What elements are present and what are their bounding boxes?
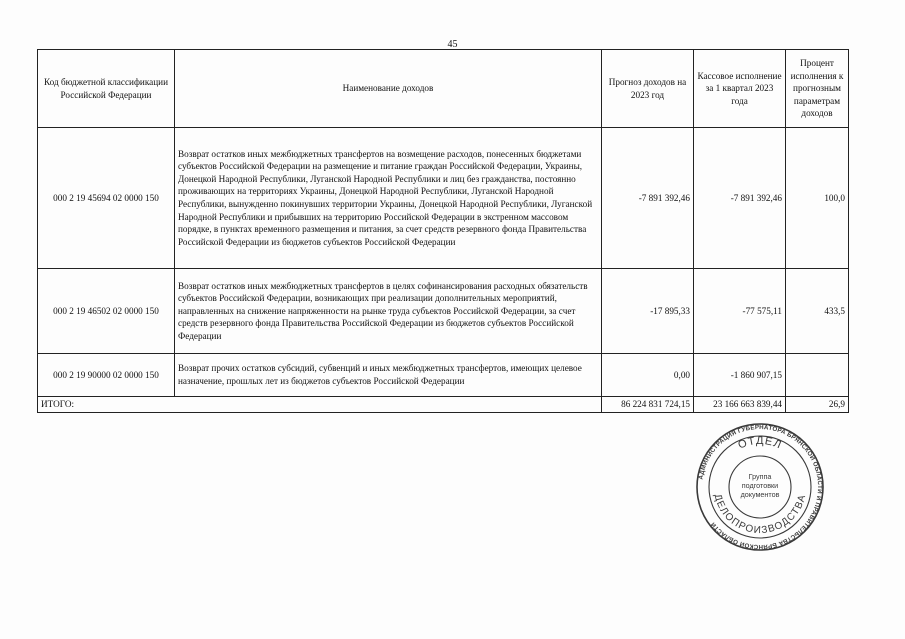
- table-row: [38, 354, 849, 397]
- header-code: Код бюджетной классификации Российской Федерации: [38, 50, 175, 128]
- revenue-table: [37, 49, 849, 413]
- stamp-center: [741, 472, 780, 499]
- cell-percent: 433,5: [786, 269, 849, 354]
- table-row: [38, 269, 849, 354]
- stamp-outer-text: АДМИНИСТРАЦИЯ ГУБЕРНАТОРА БРЯНСКОЙ ОБЛАСТИ И ПРАВИТЕЛЬСТВА БРЯНСКОЙ ОБЛАСТИ: [697, 423, 824, 551]
- cell-code: 000 2 19 46502 02 0000 150: [38, 269, 175, 354]
- cell-cash: -1 860 907,15: [694, 354, 786, 397]
- table-header-row: [38, 50, 849, 128]
- cell-name: Возврат остатков иных межбюджетных трансфертов в целях софинансирования расходных обязательств субъектов Российской Федерации, возникающих при реализации дополнительных мероприятий, направленных на снижение напряженности на рынке труда субъектов Российской Федерации, за счет средств резервного фонда Правительства Российской Федерации из бюджетов субъектов Российской Федерации: [175, 269, 602, 354]
- page-number: 45: [447, 39, 458, 50]
- stamp-center-line: Группа: [748, 472, 772, 481]
- header-forecast: Прогноз доходов на 2023 год: [602, 50, 694, 128]
- stamp-center-line: подготовки: [741, 481, 779, 490]
- cell-forecast: -7 891 392,46: [602, 128, 694, 269]
- header-cash: Кассовое исполнение за 1 квартал 2023 года: [694, 50, 786, 128]
- stamp-middle-bottom: ДЕЛОПРОИЗВОДСТВА: [711, 492, 809, 537]
- table-row: [38, 128, 849, 269]
- cell-name: Возврат прочих остатков субсидий, субвенций и иных межбюджетных трансфертов, имеющих целевое назначение, прошлых лет из бюджетов субъектов Российской Федерации: [175, 354, 602, 397]
- cell-name: Возврат остатков иных межбюджетных трансфертов на возмещение расходов, понесенных бюджетами субъектов Российской Федерации на размещение и питание граждан Российской Федерации, Украины, Донецкой Народной Республики, Луганской Народной Республики и лиц без гражданства, постоянно проживающих на территориях Украины, Донецкой Народной Республики, Луганской Народной Республики, вынужденно покинувших территории Украины, Донецкой Народной Республики, Луганской Народной Республики и прибывших на территорию Российской Федерации в экстренном массовом порядке, в пунктах временного размещения и питания, за счет средств резервного фонда Правительства Российской Федерации из бюджетов субъектов Российской Федерации: [175, 128, 602, 269]
- stamp-middle-top: ОТДЕЛ: [736, 434, 784, 452]
- cell-forecast: -17 895,33: [602, 269, 694, 354]
- cell-cash: -77 575,11: [694, 269, 786, 354]
- cell-code: 000 2 19 45694 02 0000 150: [38, 128, 175, 269]
- total-row: [38, 397, 849, 413]
- total-percent: 26,9: [786, 397, 849, 413]
- header-percent: Процент исполнения к прогнозным параметрам доходов: [786, 50, 849, 128]
- cell-cash: -7 891 392,46: [694, 128, 786, 269]
- cell-percent: 100,0: [786, 128, 849, 269]
- total-cash: 23 166 663 839,44: [694, 397, 786, 413]
- cell-percent: [786, 354, 849, 397]
- office-stamp: [695, 422, 825, 552]
- cell-forecast: 0,00: [602, 354, 694, 397]
- total-label: ИТОГО:: [38, 397, 602, 413]
- stamp-center-line: документов: [740, 490, 780, 499]
- header-name: Наименование доходов: [175, 50, 602, 128]
- total-forecast: 86 224 831 724,15: [602, 397, 694, 413]
- cell-code: 000 2 19 90000 02 0000 150: [38, 354, 175, 397]
